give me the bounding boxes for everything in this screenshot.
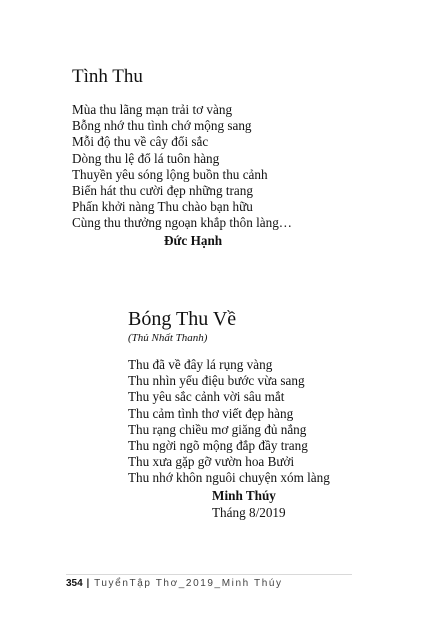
page-number: 354 [66, 578, 83, 589]
poem-line: Thu nhớ khôn nguôi chuyện xóm làng [128, 470, 330, 486]
poem-body [72, 102, 372, 232]
poem-line: Thu yêu sắc cảnh vời sâu mắt [128, 389, 285, 405]
poem-line: Thu nhìn yểu điệu bước vừa sang [128, 373, 305, 389]
poem-tinh-thu [72, 66, 372, 249]
poem-line: Thu ngời ngõ mộng đắp đầy trang [128, 438, 308, 454]
poem-line: Cùng thu thưởng ngoạn khắp thôn làng… [72, 215, 292, 231]
poem-author: Đức Hạnh [164, 232, 223, 248]
footer-divider [66, 574, 352, 575]
poem-line: Mùa thu lãng mạn trải tơ vàng [72, 102, 233, 117]
poem-title: Tình Thu [72, 66, 143, 87]
poem-title: Bóng Thu Về [128, 308, 237, 330]
poem-line: Thuyền yêu sóng lộng buồn thu cảnh [72, 166, 268, 182]
poem-line: Thu cảm tình thơ viết đẹp hàng [128, 405, 294, 421]
footer-separator: | [86, 578, 90, 589]
poem-subtitle: (Thủ Nhất Thanh) [128, 332, 208, 344]
book-title: TuyểnTập Thơ_2019_Minh Thúy [94, 578, 283, 589]
poem-line: Thu xưa gặp gỡ vườn hoa Bưởi [128, 454, 295, 470]
poem-line: Bỗng nhớ thu tình chớ mộng sang [72, 118, 252, 134]
poem-line: Phấn khởi nàng Thu chào bạn hữu [72, 199, 253, 215]
poem-line: Mỗi độ thu về cây đổi sắc [72, 134, 209, 150]
poem-line: Biển hát thu cười đẹp những trang [72, 183, 253, 199]
poem-date: Tháng 8/2019 [212, 504, 286, 520]
page-footer [66, 578, 283, 589]
poem-line: Thu rạng chiều mơ giăng đủ nắng [128, 421, 307, 437]
poem-body [128, 357, 388, 487]
poem-line: Dòng thu lệ đổ lá tuôn hàng [72, 150, 220, 166]
poem-bong-thu-ve [128, 308, 388, 521]
poem-line: Thu đã về đây lá rụng vàng [128, 357, 273, 372]
poem-author: Minh Thúy [212, 487, 276, 503]
